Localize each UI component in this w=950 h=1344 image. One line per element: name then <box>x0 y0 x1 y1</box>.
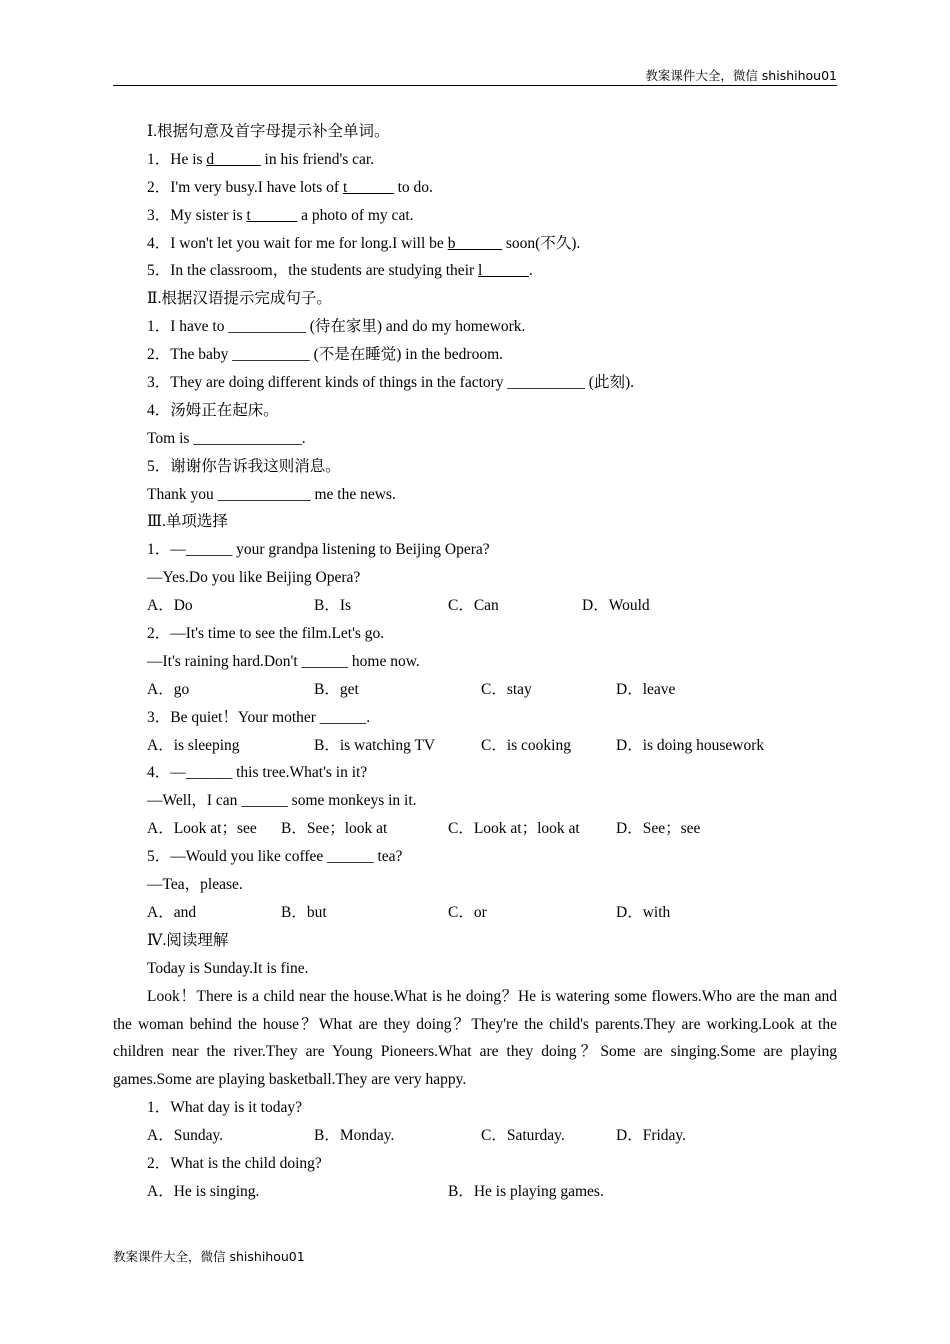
question-item: 4．I won't let you wait for me for long.I will be b______ soon(不久). <box>147 234 581 252</box>
question-stem: 1．What day is it today? <box>147 1099 302 1117</box>
page-header: 教案课件大全，微信 shishihou01 <box>645 68 837 83</box>
answer-line: Tom is ______________. <box>147 429 306 447</box>
question-stem: 1．—______ your grandpa listening to Beijing Opera? <box>147 541 490 559</box>
option-row <box>113 732 837 760</box>
section-title: Ⅳ.阅读理解 <box>147 931 229 949</box>
option: A．and <box>147 903 197 921</box>
option: D．with <box>616 903 671 921</box>
option-row <box>113 899 837 927</box>
section-title: Ⅰ.根据句意及首字母提示补全单词。 <box>147 123 390 140</box>
option: C．Saturday. <box>481 1127 565 1145</box>
option-row <box>113 1178 837 1206</box>
option: D．is doing housework <box>616 736 765 754</box>
section-title: Ⅲ.单项选择 <box>147 513 228 531</box>
question-stem: —It's raining hard.Don't ______ home now. <box>147 652 420 670</box>
question-stem: 2．What is the child doing? <box>147 1155 322 1173</box>
option: C．Can <box>448 597 499 615</box>
header-divider <box>113 85 837 86</box>
question-stem: —Well，I can ______ some monkeys in it. <box>147 792 417 810</box>
question-item: 5．谢谢你告诉我这则消息。 <box>147 457 341 475</box>
option: A．He is singing. <box>147 1182 260 1200</box>
worksheet-body <box>113 118 837 1206</box>
question-item: 2．The baby __________ (不是在睡觉) in the bedroom. <box>147 346 504 364</box>
question-stem: 4．—______ this tree.What's in it? <box>147 764 368 782</box>
option-row <box>113 676 837 704</box>
option: B．is watching TV <box>314 736 436 754</box>
option: B．He is playing games. <box>448 1182 604 1200</box>
option: C．Look at；look at <box>448 820 580 838</box>
option-row <box>113 1122 837 1150</box>
option: A．go <box>147 680 190 698</box>
option: B．Is <box>314 597 352 615</box>
option: A．Sunday. <box>147 1127 224 1145</box>
question-stem: 5．—Would you like coffee ______ tea? <box>147 848 403 866</box>
option: A．Look at；see <box>147 820 257 838</box>
option-row <box>113 592 837 620</box>
option: C．is cooking <box>481 736 571 754</box>
option: C．or <box>448 903 487 921</box>
option: D．Would <box>582 597 650 615</box>
question-item: 1．I have to __________ (待在家里) and do my homework. <box>147 318 526 336</box>
question-item: 1．He is d______ in his friend's car. <box>147 150 375 168</box>
question-stem: 3．Be quiet！Your mother ______. <box>147 708 371 726</box>
question-stem: —Tea，please. <box>147 876 243 894</box>
option: D．leave <box>616 680 676 698</box>
section-title: Ⅱ.根据汉语提示完成句子。 <box>147 290 332 308</box>
question-stem: 2．—It's time to see the film.Let's go. <box>147 625 385 643</box>
passage-intro: Today is Sunday.It is fine. <box>147 959 309 977</box>
option: B．See；look at <box>281 820 388 838</box>
option: B．Monday. <box>314 1127 395 1145</box>
question-item: 5．In the classroom，the students are studying their l______. <box>147 262 533 280</box>
question-item: 3．They are doing different kinds of things in the factory __________ (此刻). <box>147 374 635 392</box>
option: A．Do <box>147 597 193 615</box>
option: D．Friday. <box>616 1127 687 1145</box>
answer-line: Thank you ____________ me the news. <box>147 485 396 503</box>
reading-passage: Look！There is a child near the house.What is he doing？He is watering some flowers.Who are the man and the woman behind the house？What are they doing？They're the child's parents.They are working.Look at the children near the river.They are Young Pioneers.What are they doing？Some are singing.Some are playing games.Some are playing basketball.They are very happy. <box>113 987 837 1089</box>
option: B．but <box>281 903 327 921</box>
option: D．See；see <box>616 820 701 838</box>
option-row <box>113 815 837 843</box>
question-stem: —Yes.Do you like Beijing Opera? <box>147 569 361 587</box>
option: B．get <box>314 680 359 698</box>
option: A．is sleeping <box>147 736 240 754</box>
question-item: 2．I'm very busy.I have lots of t______ to do. <box>147 178 433 196</box>
page-footer: 教案课件大全，微信 shishihou01 <box>113 1249 305 1264</box>
option: C．stay <box>481 680 532 698</box>
question-item: 3．My sister is t______ a photo of my cat. <box>147 206 414 224</box>
question-item: 4．汤姆正在起床。 <box>147 401 279 419</box>
